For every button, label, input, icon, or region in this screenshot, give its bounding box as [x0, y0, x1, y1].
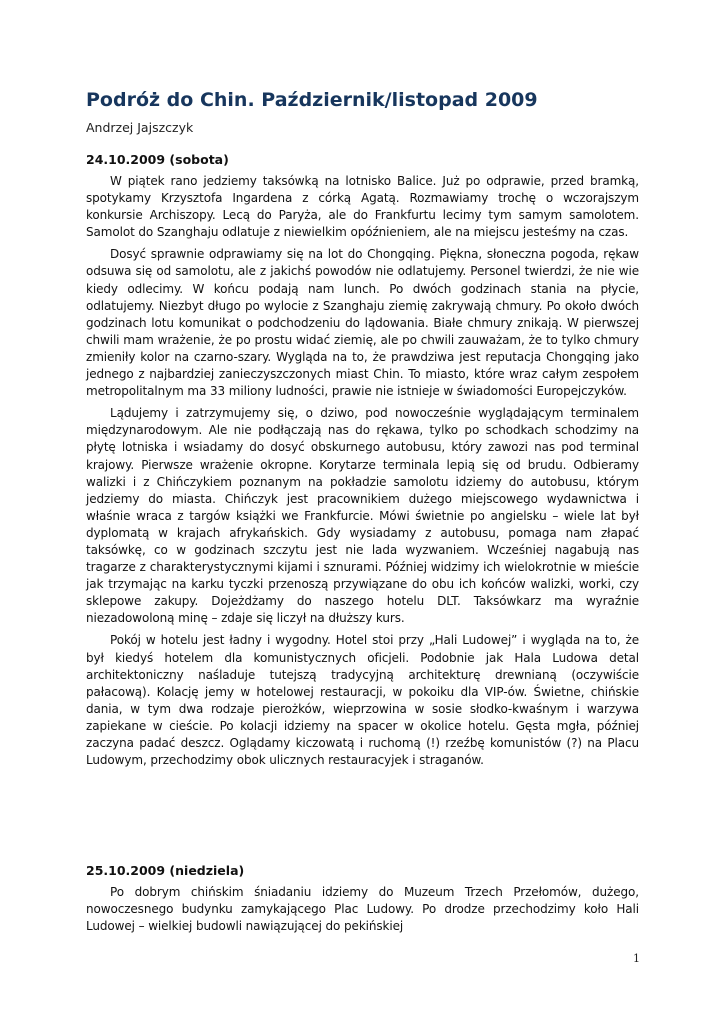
paragraph: Po dobrym chińskim śniadaniu idziemy do Muzeum Trzech Przełomów, dużego, nowoczesnego budynku zamykającego Plac Ludowy. Po drodze przechodzimy koło Hali Ludowej – wielkiej budowli nawiązującej do pekińskiej — [86, 885, 639, 934]
paragraph: Dosyć sprawnie odprawiamy się na lot do Chongqing. Piękna, słoneczna pogoda, rękaw odsuwa się od samolotu, ale z jakichś powodów nie odlatujemy. Personel twierdzi, że nie wie kiedy odlecimy. W końcu podają nam lunch. Po dwóch godzinach stania na płycie, odlatujemy. Niezbyt długo po wylocie z Szanghaju ziemię zakrywają chmury. Po około dwóch godzinach lotu komunikat o podchodzeniu do lądowania. Białe chmury znikają. W pierwszej chwili mam wrażenie, że po prostu widać ziemię, ale po chwili zauważam, że to tylko chmury zmieniły kolor na czarno-szary. Wygląda na to, że prawdziwa jest reputacja Chongqing jako jednego z najbardziej zanieczyszczonych miast Chin. To miasto, które wraz całym zespołem metropolitalnym ma 33 miliony ludności, prawie nie istnieje w świadomości Europejczyków. — [86, 247, 639, 399]
entry-date-heading: 25.10.2009 (niedziela) — [86, 863, 245, 878]
paragraph: W piątek rano jedziemy taksówką na lotnisko Balice. Już po odprawie, przed bramką, spotykamy Krzysztofa Ingardena z córką Agatą. Rozmawiamy trochę o wczorajszym konkursie Archiszopy. Lecą do Paryża, ale do Frankfurtu lecimy tym samym samolotem. Samolot do Szanghaju odlatuje z niewielkim opóźnieniem, ale na miejscu jesteśmy na czas. — [86, 174, 639, 240]
entry-date-heading: 24.10.2009 (sobota) — [86, 152, 229, 167]
diary-entry-2009-10-24 — [86, 150, 639, 774]
paragraph: Pokój w hotelu jest ładny i wygodny. Hotel stoi przy „Hali Ludowej” i wygląda na to, że był kiedyś hotelem dla komunistycznych oficjeli. Podobnie jak Hala Ludowa detal architektoniczny naśladuje tutejszą tradycyjną architekturę drewnianą (oczywiście pałacową). Kolację jemy w hotelowej restauracji, w pokoiku dla VIP-ów. Świetne, chińskie dania, w tym dwa rodzaje pierożków, wieprzowina w sosie słodko-kwaśnym i warzywa zapiekane w cieście. Po kolacji idziemy na spacer w okolice hotelu. Gęsta mgła, później zaczyna padać deszcz. Oglądamy kiczowatą i ruchomą (!) rzeźbę komunistów (?) na Placu Ludowym, przechodzimy obok ulicznych restauracyjek i straganów. — [86, 633, 639, 768]
page-number: 1 — [633, 952, 640, 965]
document-title: Podróż do Chin. Październik/listopad 2009 — [86, 89, 538, 111]
diary-entry-2009-10-25 — [86, 861, 639, 940]
author-name: Andrzej Jajszczyk — [86, 120, 194, 135]
paragraph: Lądujemy i zatrzymujemy się, o dziwo, pod nowocześnie wyglądającym terminalem międzynarodowym. Ale nie podłączają nas do rękawa, tylko po schodkach schodzimy na płytę lotniska i wsiadamy do dosyć obskurnego autobusu, który zawozi nas pod terminal krajowy. Pierwsze wrażenie okropne. Korytarze terminala lepią się od brudu. Odbieramy walizki i z Chińczykiem poznanym na pokładzie samolotu idziemy do autobusu, którym jedziemy do miasta. Chińczyk jest pracownikiem dużego miejscowego wydawnictwa i właśnie wraca z targów książki we Frankfurcie. Mówi świetnie po angielsku – wiele lat był dyplomatą w krajach afrykańskich. Gdy wysiadamy z autobusu, pomaga nam złapać taksówkę, co w godzinach szczytu jest nie lada wyzwaniem. Wcześniej nagabują nas tragarze z charakterystycznymi kijami i sznurami. Później widzimy ich wielokrotnie w mieście jak trzymając na karku tyczki przenoszą przywiązane do obu ich końców walizki, worki, czy sklepowe zakupy. Dojeżdżamy do naszego hotelu DLT. Taksówkarz ma wyraźnie niezadowoloną minę – zdaje się liczył na dłuższy kurs. — [86, 406, 639, 626]
